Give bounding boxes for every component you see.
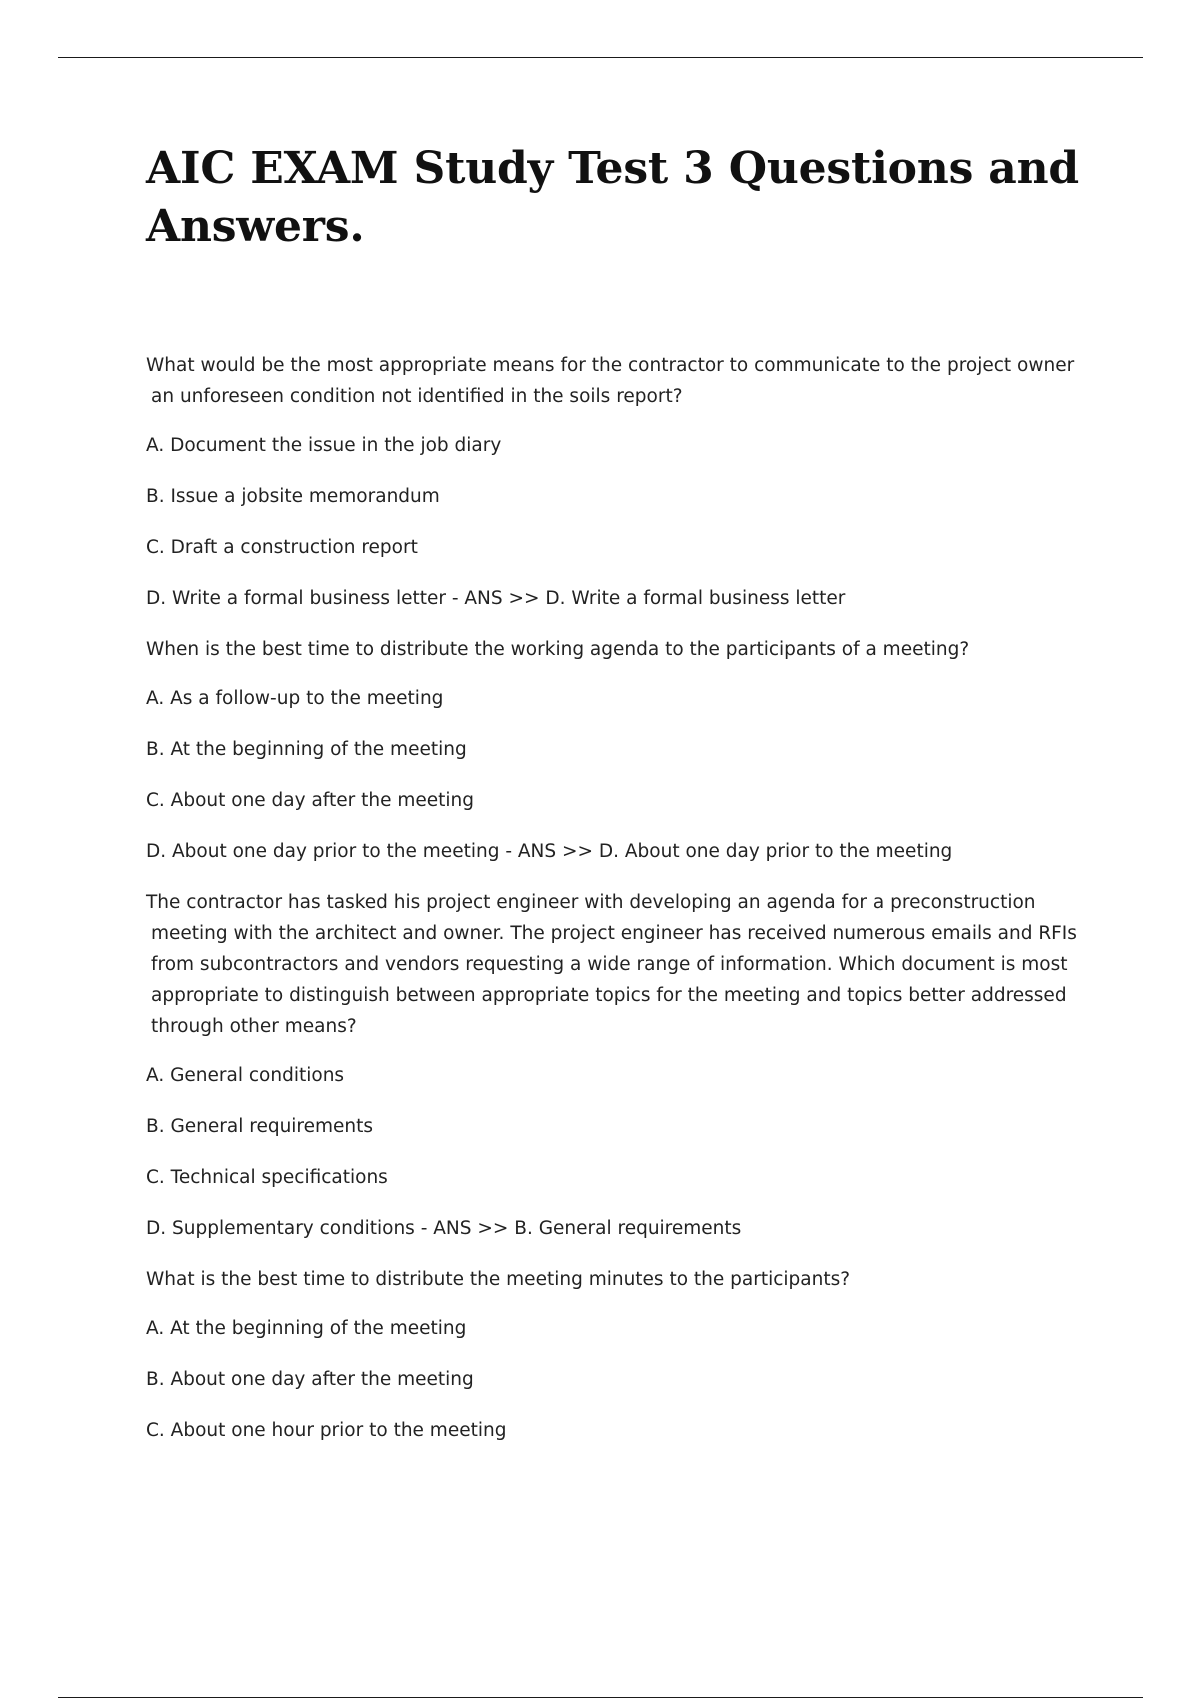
question-1-option-d-answer: D. Write a formal business letter - ANS >> D. Write a formal business letter — [146, 588, 846, 609]
question-2-option-c: C. About one day after the meeting — [146, 790, 475, 811]
question-4: What is the best time to distribute the meeting minutes to the participants? — [146, 1269, 851, 1290]
question-4-option-a: A. At the beginning of the meeting — [146, 1318, 467, 1339]
question-1: What would be the most appropriate means for the contractor to communicate to the project owner an unforeseen condition not identified in the soils report? — [146, 355, 1075, 407]
question-2-option-a: A. As a follow-up to the meeting — [146, 688, 444, 709]
question-2-option-b: B. At the beginning of the meeting — [146, 739, 467, 760]
question-3-option-b: B. General requirements — [146, 1116, 374, 1137]
question-3-option-a: A. General conditions — [146, 1065, 345, 1086]
question-2-option-d-answer: D. About one day prior to the meeting - ANS >> D. About one day prior to the meeting — [146, 841, 953, 862]
question-3-option-c: C. Technical specifications — [146, 1167, 388, 1188]
question-4-option-b: B. About one day after the meeting — [146, 1369, 474, 1390]
question-1-option-b: B. Issue a jobsite memorandum — [146, 486, 440, 507]
document-page — [146, 140, 1086, 1466]
document-body — [146, 350, 1086, 1446]
top-rule — [58, 57, 1143, 58]
question-4-option-c: C. About one hour prior to the meeting — [146, 1420, 507, 1441]
question-3-option-d-answer: D. Supplementary conditions - ANS >> B. General requirements — [146, 1218, 742, 1239]
question-1-option-a: A. Document the issue in the job diary — [146, 435, 502, 456]
bottom-rule — [58, 1697, 1143, 1698]
question-1-option-c: C. Draft a construction report — [146, 537, 418, 558]
document-title: AIC EXAM Study Test 3 Questions and Answers. — [146, 143, 1079, 252]
question-2: When is the best time to distribute the working agenda to the participants of a meeting? — [146, 639, 970, 660]
question-3: The contractor has tasked his project engineer with developing an agenda for a preconstruction meeting with the architect and owner. The project engineer has received numerous emails and RFIs from subcontractors and vendors requesting a wide range of information. Which document is most appropriate to distinguish between appropriate topics for the meeting and topics better addressed through other means? — [146, 892, 1077, 1037]
